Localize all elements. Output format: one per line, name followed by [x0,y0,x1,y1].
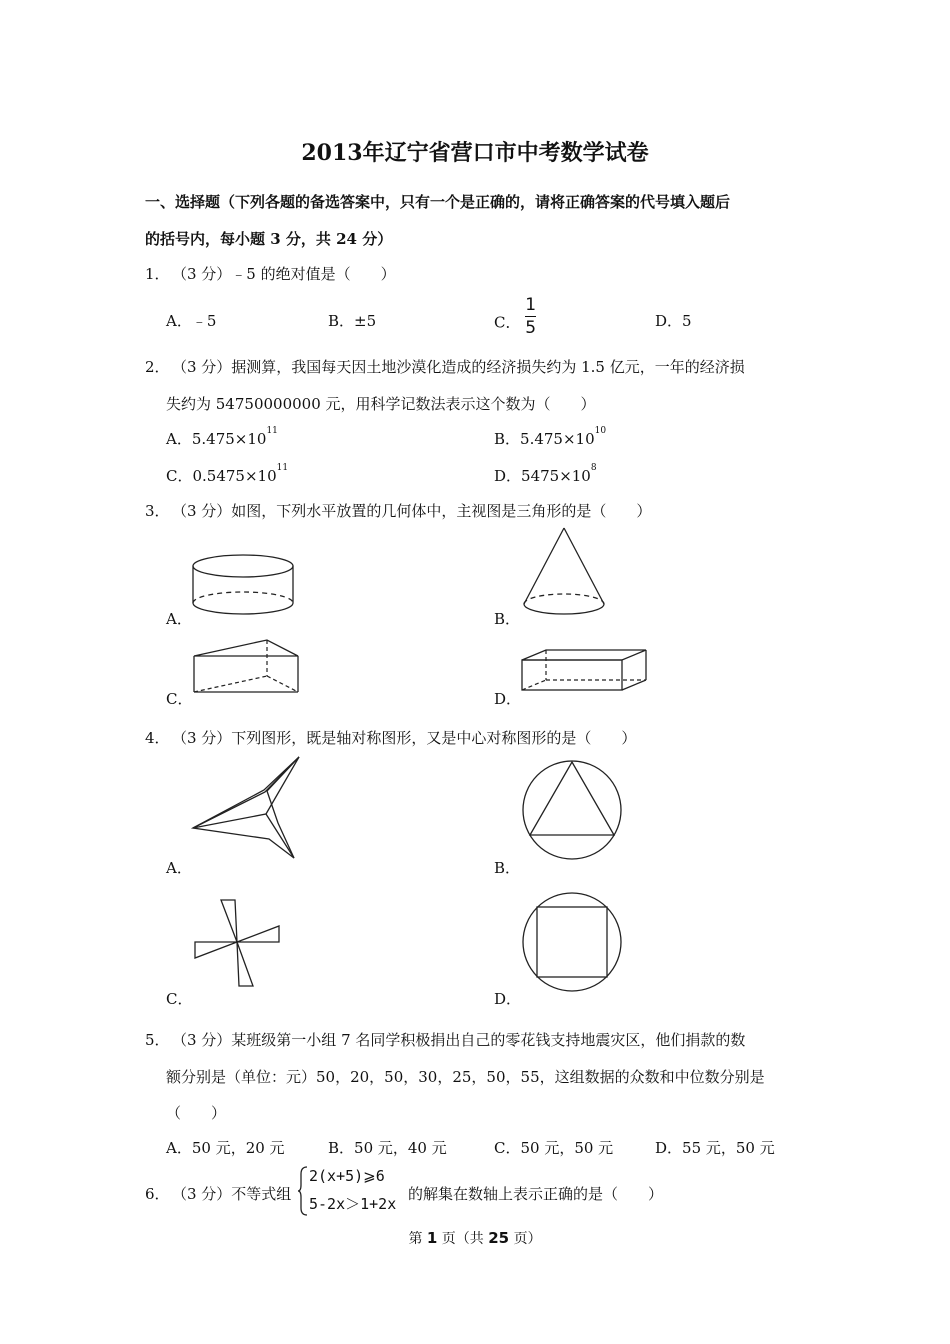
q2-option-c: C．$0.5475\times 10^{11}$ [166,463,289,485]
q5-line3: （ ） [166,1104,227,1122]
q1-option-c-label: C． [494,313,521,332]
q1-option-d: D．5 [655,312,692,330]
q5-option-c: C．50 元，50 元 [494,1139,614,1157]
q1-fraction-numerator: 1 [525,295,537,315]
q2-option-b: B．$5.475\times 10^{10}$ [494,426,607,448]
circle-square-figure [520,890,624,994]
cylinder-figure [190,550,300,620]
q4-option-d: D． [494,990,522,1008]
brace-icon [298,1166,308,1216]
cone-figure [520,526,610,626]
page-footer: 第 1 页（共 25 页） [408,1229,542,1247]
q1-option-c [494,295,537,338]
three-pointed-star-figure [190,755,302,861]
pinwheel-figure [191,898,285,990]
page-title: 2013年辽宁省营口市中考数学试卷 [301,140,649,166]
q5-option-b: B．50 元，40 元 [328,1139,447,1157]
total-page-count: 25 [488,1229,510,1247]
q4-option-a: A． [166,859,192,877]
q2-option-d: D．$5475\times 10^8$ [494,463,597,485]
q1-stem: （3 分）﹣5 的绝对值是（ ） [172,265,396,283]
q2-number: 2． [145,358,170,376]
q3-option-a: A． [166,610,192,628]
q4-number: 4． [145,729,170,747]
q5-line1: （3 分）某班级第一小组 7 名同学积极捐出自己的零花钱支持地震灾区，他们捐款的数 [172,1031,746,1049]
q2-option-a: A．$5.475\times 10^{11}$ [166,426,278,448]
q5-line2: 额分别是（单位：元）50，20，50，30，25，50，55，这组数据的众数和中位数分别是 [166,1068,765,1086]
q6-suffix: 的解集在数轴上表示正确的是（ ） [408,1185,664,1203]
q4-option-b: B． [494,859,521,877]
q3-option-b: B． [494,610,521,628]
q3-number: 3． [145,502,170,520]
q1-number: 1． [145,265,170,283]
q2-line1: （3 分）据测算，我国每天因土地沙漠化造成的经济损失约为 1.5 亿元，一年的经济损 [172,358,745,376]
q3-option-c: C． [166,690,193,708]
section-heading-line2: 的括号内，每小题 3 分，共 24 分） [145,230,393,248]
q2-line2: 失约为 54750000000 元，用科学记数法表示这个数为（ ） [166,395,596,413]
q1-option-a: A．﹣5 [166,312,217,330]
q3-option-d: D． [494,690,522,708]
circle-triangle-figure [520,758,624,862]
q6-prefix: （3 分）不等式组 [172,1185,292,1203]
q6-number: 6． [145,1185,170,1203]
q3-stem: （3 分）如图，下列水平放置的几何体中，主视图是三角形的是（ ） [172,502,652,520]
triangular-prism-figure [192,638,302,698]
section-heading-line1: 一、选择题（下列各题的备选答案中，只有一个是正确的，请将正确答案的代号填入题后 [145,193,731,211]
q4-stem: （3 分）下列图形，既是轴对称图形，又是中心对称图形的是（ ） [172,729,637,747]
rectangular-prism-figure [520,648,650,693]
q1-option-b: B．±5 [328,312,377,330]
q5-number: 5． [145,1031,170,1049]
q1-fraction-denominator: 5 [525,318,537,338]
q4-option-c: C． [166,990,193,1008]
q6-inequality-1: 2(x+5)⩾6 [309,1167,385,1185]
q5-option-a: A．50 元，20 元 [166,1139,285,1157]
q1-fraction [525,296,536,337]
q6-inequality-2: 5-2x＞1+2x [309,1195,397,1213]
current-page-number: 1 [426,1229,438,1247]
q5-option-d: D．55 元，50 元 [655,1139,775,1157]
